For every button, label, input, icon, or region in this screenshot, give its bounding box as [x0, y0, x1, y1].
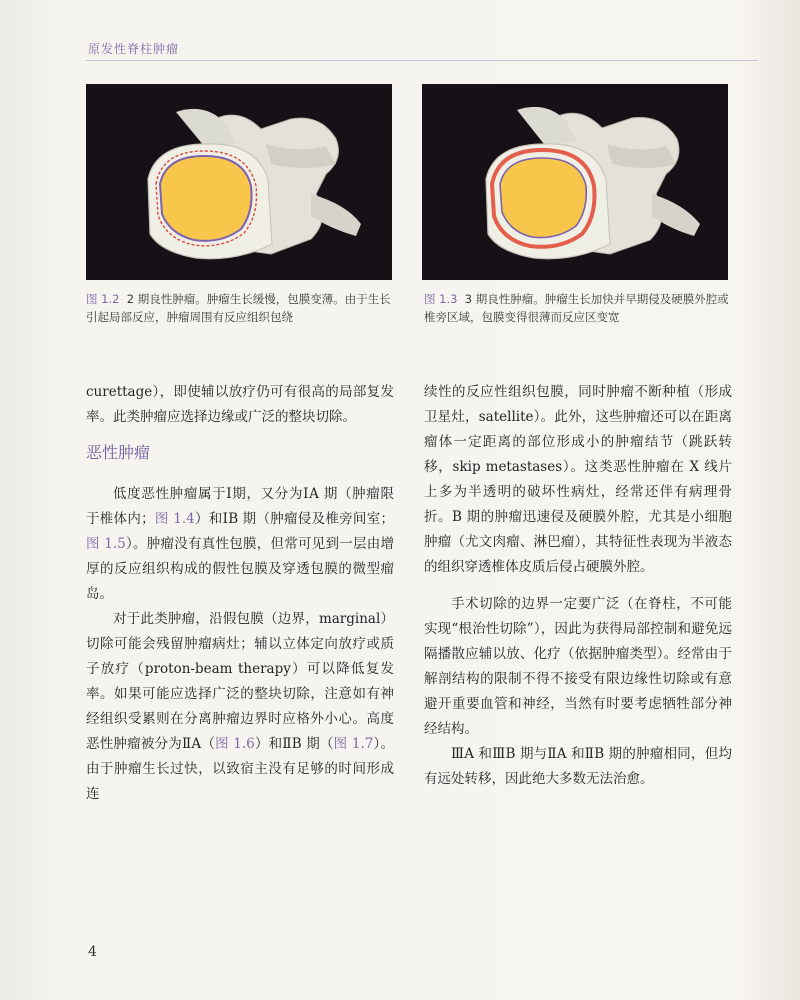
paragraph-treatment: 对于此类肿瘤，沿假包膜（边界，marginal）切除可能会残留肿瘤病灶；辅以立体定向放疗或质子放疗（proton-beam therapy）可以降低复发率。如果可能应选择广泛的整块切除，注意如有神经组织受累则在分离肿瘤边界时应格外小心。高度恶性肿瘤被分为ⅡA（图 1.6）和ⅡB 期（图 1.7）。由于肿瘤生长过快，以致宿主没有足够的时间形成连 — [86, 611, 395, 802]
page-number: 4 — [88, 944, 97, 960]
figure-number: 图 1.3 — [424, 292, 458, 306]
paragraph-stage-three: ⅢA 和ⅢB 期与ⅡA 和ⅡB 期的肿瘤相同，但均有远处转移，因此绝大多数无法治愈。 — [424, 746, 732, 787]
figure-ref-1-7[interactable]: 图 1.7 — [333, 736, 374, 752]
right-text-column — [424, 380, 732, 792]
caption-text: 2 期良性肿瘤。肿瘤生长缓慢，包膜变薄。由于生长引起局部反应，肿瘤周围有反应组织包绕 — [86, 292, 391, 324]
section-title-malignant: 恶性肿瘤 — [86, 443, 151, 462]
figure-1-3-caption — [424, 290, 730, 326]
paragraph-continuation: 续性的反应性组织包膜，同时肿瘤不断种植（形成卫星灶，satellite）。此外，这些肿瘤还可以在距离瘤体一定距离的部位形成小的肿瘤结节（跳跃转移，skip metastases）。这类恶性肿瘤在 X 线片上多为半透明的破坏性病灶，经常还伴有病理骨折。B 期的肿瘤迅速侵及硬膜外腔，尤其是小细胞肿瘤（尤文肉瘤、淋巴瘤），其特征性表现为半液态的组织穿透椎体皮质后侵占硬膜外腔。 — [424, 384, 732, 575]
running-title: 原发性脊柱肿瘤 — [88, 42, 180, 56]
figure-1-2-illustration — [86, 84, 392, 280]
figure-1-3-illustration — [422, 84, 728, 280]
caption-text: 3 期良性肿瘤。肿瘤生长加快并早期侵及硬膜外腔或椎旁区域，包膜变得很薄而反应区变宽 — [424, 292, 729, 324]
figure-ref-1-6[interactable]: 图 1.6 — [215, 736, 255, 752]
vertebra-stage3-illustration — [422, 84, 728, 280]
figure-number: 图 1.2 — [86, 292, 120, 306]
paragraph-low-grade: 低度恶性肿瘤属于Ⅰ期，又分为ⅠA 期（肿瘤限于椎体内；图 1.4）和ⅠB 期（肿瘤侵及椎旁间室；图 1.5）。肿瘤没有真性包膜，但常可见到一层由增厚的反应组织构成的假性包膜及穿透包膜的微型瘤岛。 — [86, 486, 395, 602]
figure-ref-1-5[interactable]: 图 1.5 — [86, 536, 126, 552]
vertebra-stage2-illustration — [86, 84, 392, 280]
paragraph-surgical-margin: 手术切除的边界一定要广泛（在脊柱，不可能实现“根治性切除”），因此为获得局部控制和避免远隔播散应辅以放、化疗（依据肿瘤类型）。经常由于解剖结构的限制不得不接受有限边缘性切除或有意避开重要血管和神经，当然有时要考虑牺牲部分神经结构。 — [424, 596, 732, 737]
left-text-column — [86, 380, 394, 807]
header-rule — [86, 60, 758, 61]
figure-1-2-caption — [86, 290, 392, 326]
paragraph-curettage: curettage），即使辅以放疗仍可有很高的局部复发率。此类肿瘤应选择边缘或广泛的整块切除。 — [86, 384, 394, 425]
figure-ref-1-4[interactable]: 图 1.4 — [154, 511, 195, 527]
